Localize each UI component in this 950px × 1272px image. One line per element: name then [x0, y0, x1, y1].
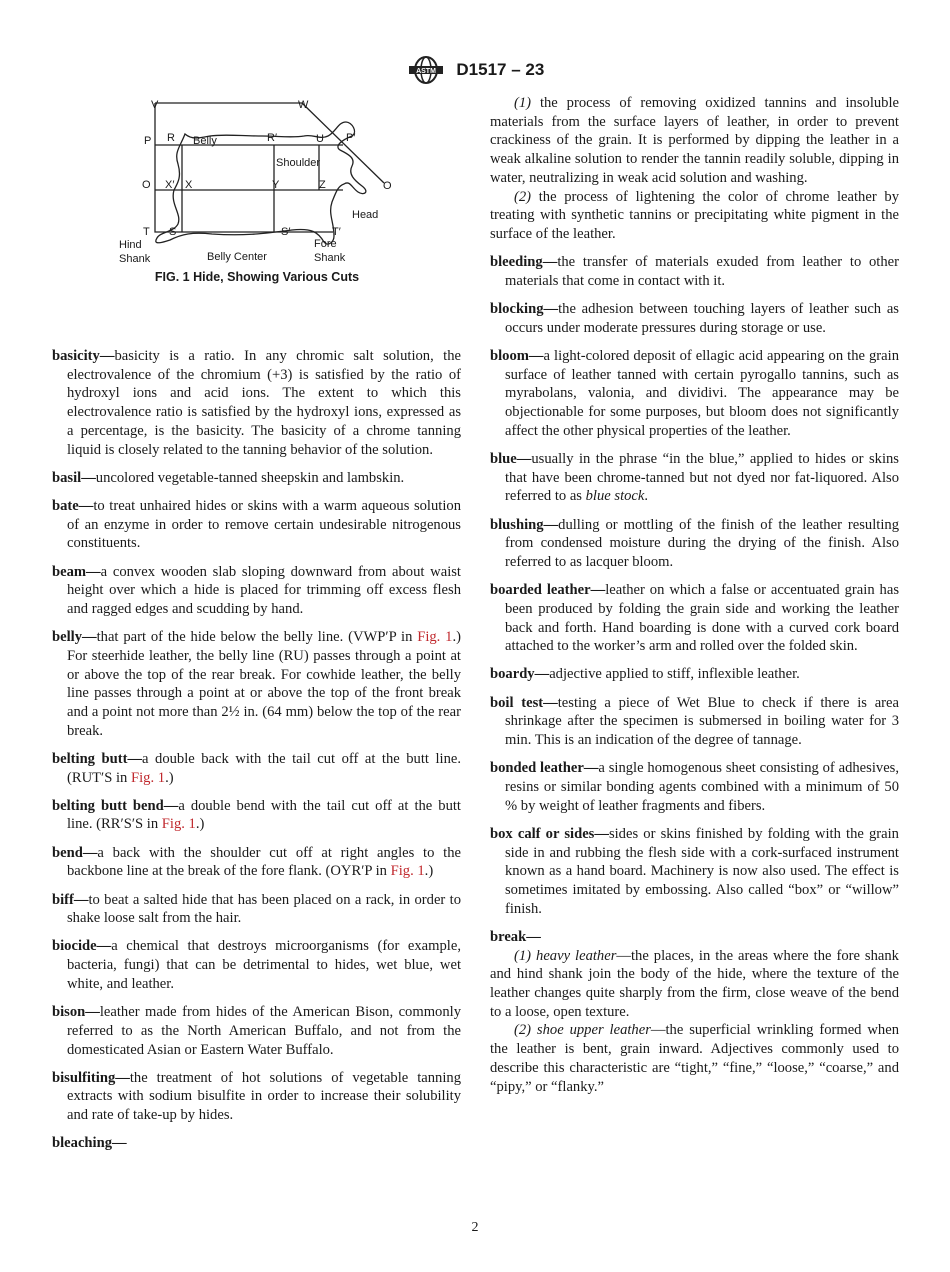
- definition-entry: box calf or sides—sides or skins finished by folding with the grain side in and rubbing the flesh side with a cork-surfaced instrument known as a hand board. Machinery is now also used. The effect is sometimes imitated by embossing. Also called “box” or “willow” finish.: [490, 825, 899, 917]
- standard-designation: D1517 – 23: [456, 60, 545, 79]
- svg-text:Hind: Hind: [119, 239, 142, 251]
- svg-text:Z: Z: [319, 179, 326, 191]
- svg-text:Shank: Shank: [314, 252, 346, 264]
- definition-entry: biocide—a chemical that destroys microorganisms (for example, bacteria, fungi) that can be detrimental to hides, wet blue, wet white, and leather.: [52, 938, 461, 992]
- svg-text:S: S: [169, 226, 177, 238]
- page-number: 2: [471, 1220, 479, 1235]
- definition-entry: belly—that part of the hide below the belly line. (VWP′P in Fig. 1.) For steerhide leather, the belly line (RU) passes through a point at or above the top of the rear break. For cowhide leather, the belly line passes through a point at or above the top of the front break and a point not more than 2½ in. (64 mm) below the top of the rear break.: [52, 629, 461, 739]
- svg-text:ASTM: ASTM: [415, 68, 436, 75]
- definition-entry: boardy—adjective applied to stiff, inflexible leather.: [490, 666, 800, 683]
- bleaching-item: (2) the process of lightening the color of chrome leather by treating with synthetic tannins or precipitating white pigment in the surface of the leather.: [490, 188, 899, 242]
- definition-entry: bleaching—: [52, 1135, 127, 1152]
- svg-text:O: O: [142, 179, 151, 191]
- definition-entry: bleeding—the transfer of materials exuded from leather to other materials that come in contact with it.: [490, 254, 899, 289]
- definition-entry: bend—a back with the shoulder cut off at right angles to the backbone line at the break of the fore flank. (OYR′P in Fig. 1.): [52, 844, 461, 880]
- definition-entry: beam—a convex wooden slab sloping downward from about waist height over which a hide is placed for trimming off excess flesh and ragged edges and scudding by hand.: [52, 563, 461, 617]
- left-column: [52, 347, 461, 1163]
- definition-entry: boarded leather—leather on which a false or accentuated grain has been produced by folding the grain side and working the leather back and forth. Hand boarding is done with a curved cork board attached to the worker’s arm and rolled over the folded skin.: [490, 582, 899, 655]
- definition-entry: blushing—dulling or mottling of the finish of the leather resulting from condensed moisture during the drying of the finish. Also referred to as lacquer bloom.: [490, 516, 899, 570]
- definition-entry: break—: [490, 928, 541, 945]
- figure-link[interactable]: Fig. 1: [390, 863, 425, 880]
- svg-text:S′: S′: [281, 226, 291, 238]
- figure-link[interactable]: Fig. 1: [131, 769, 166, 786]
- svg-text:P: P: [144, 135, 152, 147]
- svg-text:Shank: Shank: [119, 253, 151, 265]
- svg-text:Shoulder: Shoulder: [276, 157, 321, 169]
- svg-text:Y: Y: [272, 179, 280, 191]
- svg-text:V: V: [151, 99, 159, 111]
- svg-text:T′: T′: [332, 226, 341, 238]
- definition-entry: bate—to treat unhaired hides or skins with a warm aqueous solution of an enzyme in order to remove certain undesirable nitrogenous constituents.: [52, 497, 461, 552]
- svg-text:X′: X′: [165, 179, 175, 191]
- definition-entry: boil test—testing a piece of Wet Blue to check if there is area shrinkage after the specimen is submersed in boiling water for 3 min. This is an indication of the degree of tannage.: [490, 694, 899, 749]
- figure-caption: FIG. 1 Hide, Showing Various Cuts: [154, 270, 360, 284]
- definition-entry: biff—to beat a salted hide that has been placed on a rack, in order to shake loose salt from the hair.: [52, 891, 461, 927]
- hide-diagram: [52, 92, 462, 270]
- definition-entry: bison—leather made from hides of the American Bison, commonly referred to as the North American Buffalo, and not from the domesticated Asian or Eastern Water Buffalo.: [52, 1004, 461, 1058]
- bleaching-item: (1) the process of removing oxidized tannins and insoluble materials from the surface layers of leather, in order to prevent crackiness of the grain. It is performed by dipping the leather in a weak alkaline solution to render the tannin readily soluble, dipping in water, neutralizing in weak acid solution and washing.: [490, 95, 899, 186]
- svg-text:R: R: [167, 132, 175, 144]
- astm-logo-icon: [406, 56, 446, 84]
- svg-text:P′: P′: [346, 132, 356, 144]
- definition-entry: basicity—basicity is a ratio. In any chromic salt solution, the electrovalence of the chromium (+3) is satisfied by the ratio of hydroxyl ions and acid ions. The extent to which this electrovalence ratio is satisfied by the hydroxyl ions, expressed as a percentage, is the basicity. The basicity of a chrome tanning liquid is closely related to the tanning behavior of the solution.: [52, 348, 461, 458]
- svg-text:U: U: [316, 133, 324, 145]
- definition-entry: belting butt bend—a double bend with the tail cut off at the butt line. (RR′S′S in Fig. 1.): [52, 797, 461, 833]
- definition-entry: bonded leather—a single homogenous sheet consisting of adhesives, resins or similar bonding agents combined with a minimum of 50 % by weight of leather fragments and fibers.: [490, 760, 899, 814]
- svg-text:T: T: [143, 226, 150, 238]
- definition-entry: bisulfiting—the treatment of hot solutions of vegetable tanning extracts with sodium bisulfite in order to increase their solubility and rate of take-up by hides.: [52, 1069, 461, 1124]
- definition-entry: belting butt—a double back with the tail cut off at the butt line. (RUT′S in Fig. 1.): [52, 750, 461, 786]
- svg-text:W: W: [298, 99, 309, 111]
- definition-entry: basil—uncolored vegetable-tanned sheepskin and lambskin.: [52, 469, 405, 486]
- definition-entry: blue—usually in the phrase “in the blue,” applied to hides or skins that have been chrome-tanned but not dyed nor fat-liquored. Also referred to as blue stock.: [490, 450, 899, 505]
- figure-link[interactable]: Fig. 1: [161, 816, 196, 833]
- figure-link[interactable]: Fig. 1: [417, 629, 453, 646]
- svg-text:Fore: Fore: [314, 238, 337, 250]
- svg-text:Belly Center: Belly Center: [207, 251, 267, 263]
- figure-1: [52, 92, 462, 284]
- svg-text:Belly: Belly: [193, 135, 217, 147]
- page-header: [0, 56, 950, 84]
- svg-text:X: X: [185, 179, 193, 191]
- break-item: (1) heavy leather—the places, in the areas where the fore shank and hind shank join the body of the hide, where the texture of the leather changes quite sharply from the firm, close weave of the bend to a loose, open texture.: [490, 947, 899, 1020]
- break-item: (2) shoe upper leather—the superficial wrinkling formed when the leather is bent, grain inward. Adjectives commonly used to describe this characteristic are “tight,” “fine,” “loose,” “coarse,” and “pipy,” or “flanky.”: [490, 1022, 899, 1095]
- right-column: [490, 94, 899, 1096]
- definition-entry: blocking—the adhesion between touching layers of leather such as occurs under moderate pressures during storage or use.: [490, 301, 899, 336]
- svg-text:Head: Head: [352, 209, 379, 221]
- svg-text:R′: R′: [267, 132, 278, 144]
- svg-text:O: O: [383, 180, 392, 192]
- definition-entry: bloom—a light-colored deposit of ellagic acid appearing on the grain surface of leather tanned with certain pyrogallo tannins, such as myrabolans, valonia, and dividivi. The appearance may be objectionable for some purposes, but bloom does not significantly affect the other physical properties of the leather.: [490, 347, 899, 439]
